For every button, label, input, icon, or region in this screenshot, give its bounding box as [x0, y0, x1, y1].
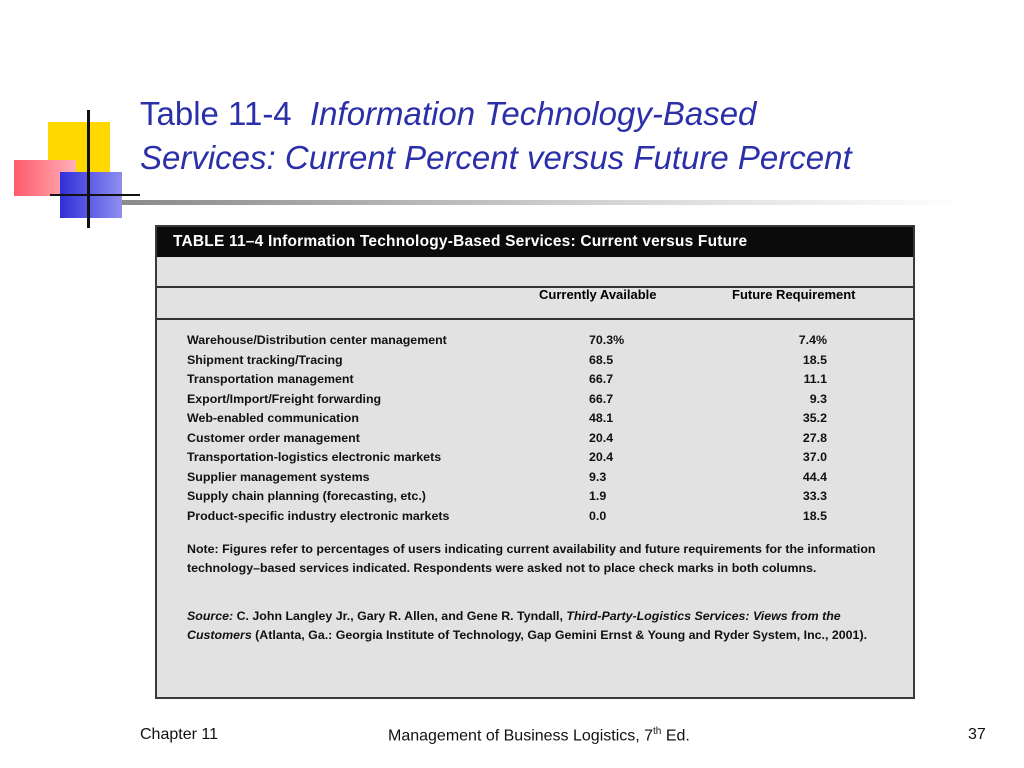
logo-vertical-line — [87, 110, 90, 228]
footer-book-title-text: Management of Business Logistics, 7 — [388, 727, 654, 745]
table-body — [187, 333, 887, 528]
table-row — [187, 470, 887, 490]
row-future-value: 18.5 — [802, 352, 827, 367]
row-future-value: 9.3 — [809, 391, 827, 406]
row-label: Export/Import/Freight forwarding — [187, 391, 382, 406]
table-row — [187, 353, 887, 373]
row-label: Supply chain planning (forecasting, etc.) — [187, 489, 426, 503]
title-italic-line2: Services: Current Percent versus Future Percent — [140, 139, 852, 176]
row-current-value: 0.0 — [589, 508, 607, 523]
source-rest: (Atlanta, Ga.: Georgia Institute of Technology, Gap Gemini Ernst & Young and Ryder System, Inc., 2001). — [251, 628, 868, 642]
row-current-value: 9.3 — [589, 469, 607, 484]
row-future-value: 7.4% — [798, 333, 827, 347]
row-label: Warehouse/Distribution center management — [187, 333, 447, 347]
row-future-value: 18.5 — [802, 508, 827, 523]
table-row — [187, 489, 887, 509]
footer-book-title — [388, 726, 690, 745]
table-row — [187, 372, 887, 392]
row-current-value: 70.3% — [589, 333, 625, 347]
row-label: Product-specific industry electronic markets — [187, 508, 450, 523]
table-note: Note: Figures refer to percentages of users indicating current availability and future requirements for the information technology–based services indicated. Respondents were asked not to place check marks in both columns. — [187, 542, 876, 575]
footer-edition-sup: th — [653, 726, 662, 737]
row-label: Customer order management — [187, 430, 360, 445]
column-header-future: Future Requirement — [732, 287, 856, 302]
row-current-value: 68.5 — [589, 352, 614, 367]
table-source — [187, 607, 892, 645]
footer-edition-end: Ed. — [661, 727, 690, 745]
table-row — [187, 392, 887, 412]
row-label: Web-enabled communication — [187, 411, 359, 425]
slide-logo-decoration — [0, 0, 140, 240]
row-label: Supplier management systems — [187, 469, 370, 484]
row-current-value: 1.9 — [589, 489, 607, 503]
table-row — [187, 509, 887, 529]
title-italic-line1: Information Technology-Based — [310, 95, 757, 132]
table-row — [187, 450, 887, 470]
row-future-value: 33.3 — [802, 489, 827, 503]
row-current-value: 66.7 — [589, 372, 614, 386]
row-current-value: 20.4 — [589, 450, 614, 464]
footer-page-number: 37 — [968, 726, 986, 743]
table-row — [187, 431, 887, 451]
footer-chapter: Chapter 11 — [140, 726, 218, 743]
row-label: Transportation management — [187, 372, 354, 386]
row-current-value: 48.1 — [589, 411, 614, 425]
table-row — [187, 333, 887, 353]
row-future-value: 44.4 — [802, 469, 827, 484]
row-future-value: 11.1 — [803, 372, 827, 386]
row-label: Transportation-logistics electronic markets — [187, 450, 442, 464]
source-title: Third-Party-Logistics Services: Views from the Customers — [187, 609, 841, 642]
row-current-value: 66.7 — [589, 391, 614, 406]
table-row — [187, 411, 887, 431]
slide-title — [140, 92, 1000, 180]
source-authors: C. John Langley Jr., Gary R. Allen, and Gene R. Tyndall, — [233, 609, 567, 623]
title-underline-rule — [122, 200, 964, 205]
source-label: Source: — [187, 609, 234, 623]
title-prefix: Table 11-4 — [140, 95, 292, 132]
table-figure — [155, 225, 915, 699]
row-current-value: 20.4 — [589, 430, 614, 445]
row-future-value: 35.2 — [802, 411, 827, 425]
row-future-value: 27.8 — [802, 430, 827, 445]
logo-horizontal-line — [50, 194, 140, 196]
row-label: Shipment tracking/Tracing — [187, 352, 343, 367]
table-divider-bottom — [157, 318, 913, 320]
row-future-value: 37.0 — [802, 450, 827, 464]
table-header: TABLE 11–4 Information Technology-Based Services: Current versus Future — [157, 227, 913, 257]
column-header-current: Currently Available — [539, 287, 657, 302]
